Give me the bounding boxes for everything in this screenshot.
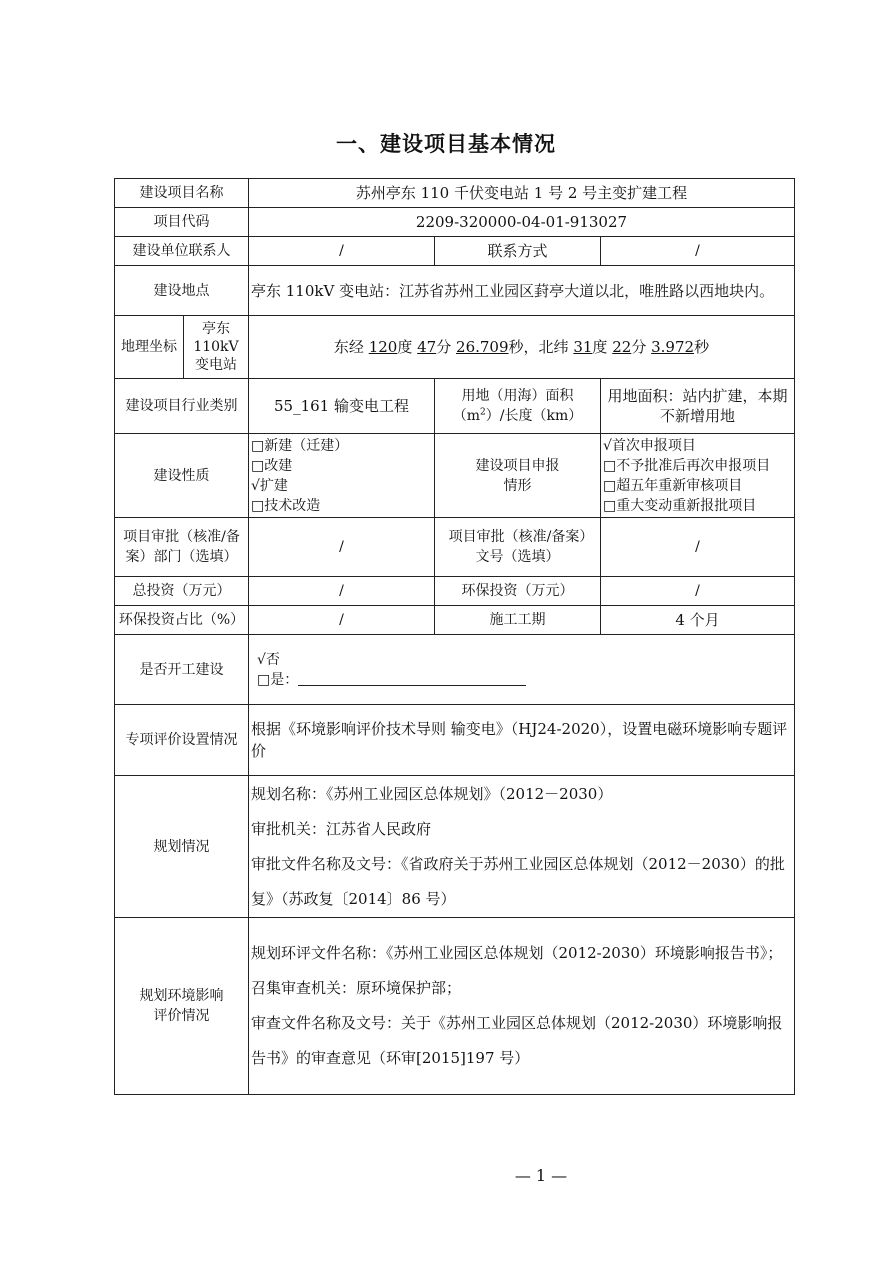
row-planning (115, 776, 795, 918)
row-project-name (115, 179, 795, 208)
unit-min-2: 分 (631, 338, 647, 356)
planning-eia-authority: 召集审查机关：原环境保护部； (251, 979, 462, 997)
coordinates-label-split (115, 316, 248, 378)
value-industry: 55_161 输变电工程 (249, 379, 435, 434)
value-project-name: 苏州亭东 110 千伏变电站 1 号 2 号主变扩建工程 (249, 179, 795, 208)
row-coordinates (115, 316, 795, 379)
label-location: 建设地点 (115, 266, 249, 316)
started-blank-line (298, 671, 526, 686)
value-contact-method: / (601, 237, 795, 266)
value-contact-person: / (249, 237, 435, 266)
started-option-no: √否 (257, 651, 280, 668)
row-contact (115, 237, 795, 266)
land-area-label-sup: 2 (480, 407, 486, 418)
planning-eia-file: 规划环评文件名称：《苏州工业园区总体规划（2012-2030）环境影响报告书》； (251, 944, 783, 962)
value-planning (249, 776, 795, 918)
label-planning-eia: 规划环境影响评价情况 (115, 918, 249, 1095)
label-total-investment: 总投资（万元） (115, 577, 249, 606)
unit-sec-2: 秒 (694, 338, 710, 356)
label-land-area (435, 379, 601, 434)
label-construction-period: 施工工期 (435, 606, 601, 635)
label-declaration: 建设项目申报情形 (435, 434, 601, 518)
unit-deg-1: 度 (397, 338, 413, 356)
row-investment (115, 577, 795, 606)
value-coordinates (249, 316, 795, 379)
declaration-option-first: √首次申报项目 (603, 437, 696, 454)
label-project-name: 建设项目名称 (115, 179, 249, 208)
value-approval-number: / (601, 518, 795, 577)
land-area-label-a: 用地（用海）面积（m (452, 388, 574, 424)
unit-deg-2: 度 (592, 338, 608, 356)
declaration-options (601, 434, 795, 518)
planning-document: 审批文件名称及文号：《省政府关于苏州工业园区总体规划（2012－2030）的批复》（苏政复〔2014〕86 号） (251, 854, 785, 908)
value-special: 根据《环境影响评价技术导则 输变电》（HJ24-2020），设置电磁环境影响专题评价 (249, 705, 795, 776)
label-approval-number: 项目审批（核准/备案）文号（选填） (435, 518, 601, 577)
label-nature: 建设性质 (115, 434, 249, 518)
value-env-ratio: / (249, 606, 435, 635)
label-started: 是否开工建设 (115, 635, 249, 705)
started-option-yes-line (257, 670, 792, 690)
unit-sec-1: 秒，北纬 (508, 338, 569, 356)
row-started (115, 635, 795, 705)
label-env-ratio: 环保投资占比（%） (115, 606, 249, 635)
label-approval-dept: 项目审批（核准/备案）部门（选填） (115, 518, 249, 577)
value-planning-eia (249, 918, 795, 1095)
label-coordinates (115, 316, 249, 379)
lat-minutes: 22 (612, 338, 632, 356)
declaration-option-reapply: □不予批准后再次申报项目 (603, 457, 771, 474)
page-title: 一、建设项目基本情况 (336, 132, 556, 156)
row-approval (115, 518, 795, 577)
row-nature (115, 434, 795, 518)
lon-degrees: 120 (368, 338, 398, 356)
label-contact-method: 联系方式 (435, 237, 601, 266)
planning-eia-document: 审查文件名称及文号：关于《苏州工业园区总体规划（2012-2030）环境影响报告书》的审查意见（环审[2015]197 号） (251, 1014, 783, 1067)
label-contact-person: 建设单位联系人 (115, 237, 249, 266)
value-location: 亭东 110kV 变电站：江苏省苏州工业园区葑亭大道以北，唯胜路以西地块内。 (249, 266, 795, 316)
lat-degrees: 31 (573, 338, 593, 356)
value-land-area: 用地面积：站内扩建，本期不新增用地 (601, 379, 795, 434)
value-construction-period: 4 个月 (601, 606, 795, 635)
label-geo-coord: 地理坐标 (115, 316, 184, 378)
planning-authority: 审批机关：江苏省人民政府 (251, 819, 432, 838)
row-special (115, 705, 795, 776)
coord-east-text: 东经 (333, 338, 364, 356)
nature-option-new: □新建（迁建） (251, 437, 349, 454)
project-info-table (114, 178, 795, 1095)
value-env-investment: / (601, 577, 795, 606)
nature-option-tech: □技术改造 (251, 497, 321, 514)
label-industry: 建设项目行业类别 (115, 379, 249, 434)
page-number: — 1 — (514, 1166, 568, 1185)
label-env-investment: 环保投资（万元） (435, 577, 601, 606)
label-substation: 亭东 110kV 变电站 (193, 321, 239, 373)
nature-options (249, 434, 435, 518)
declaration-option-major-change: □重大变动重新报批项目 (603, 497, 757, 514)
row-industry (115, 379, 795, 434)
value-started (249, 635, 795, 705)
lon-minutes: 47 (417, 338, 437, 356)
unit-min-1: 分 (436, 338, 452, 356)
label-planning: 规划情况 (115, 776, 249, 918)
started-option-yes: □是： (257, 671, 299, 688)
label-project-code: 项目代码 (115, 208, 249, 237)
lon-seconds: 26.709 (456, 338, 509, 356)
nature-option-rebuild: □改建 (251, 457, 293, 474)
planning-name: 规划名称：《苏州工业园区总体规划》（2012－2030） (251, 784, 613, 803)
label-special: 专项评价设置情况 (115, 705, 249, 776)
value-approval-dept: / (249, 518, 435, 577)
nature-option-expand: √扩建 (251, 477, 288, 494)
value-project-code: 2209-320000-04-01-913027 (249, 208, 795, 237)
row-location (115, 266, 795, 316)
row-ratio (115, 606, 795, 635)
row-planning-eia (115, 918, 795, 1095)
row-project-code (115, 208, 795, 237)
land-area-label-b: ）/长度（km） (485, 408, 583, 424)
lat-seconds: 3.972 (651, 338, 695, 356)
value-total-investment: / (249, 577, 435, 606)
declaration-option-five-year: □超五年重新审核项目 (603, 477, 743, 494)
